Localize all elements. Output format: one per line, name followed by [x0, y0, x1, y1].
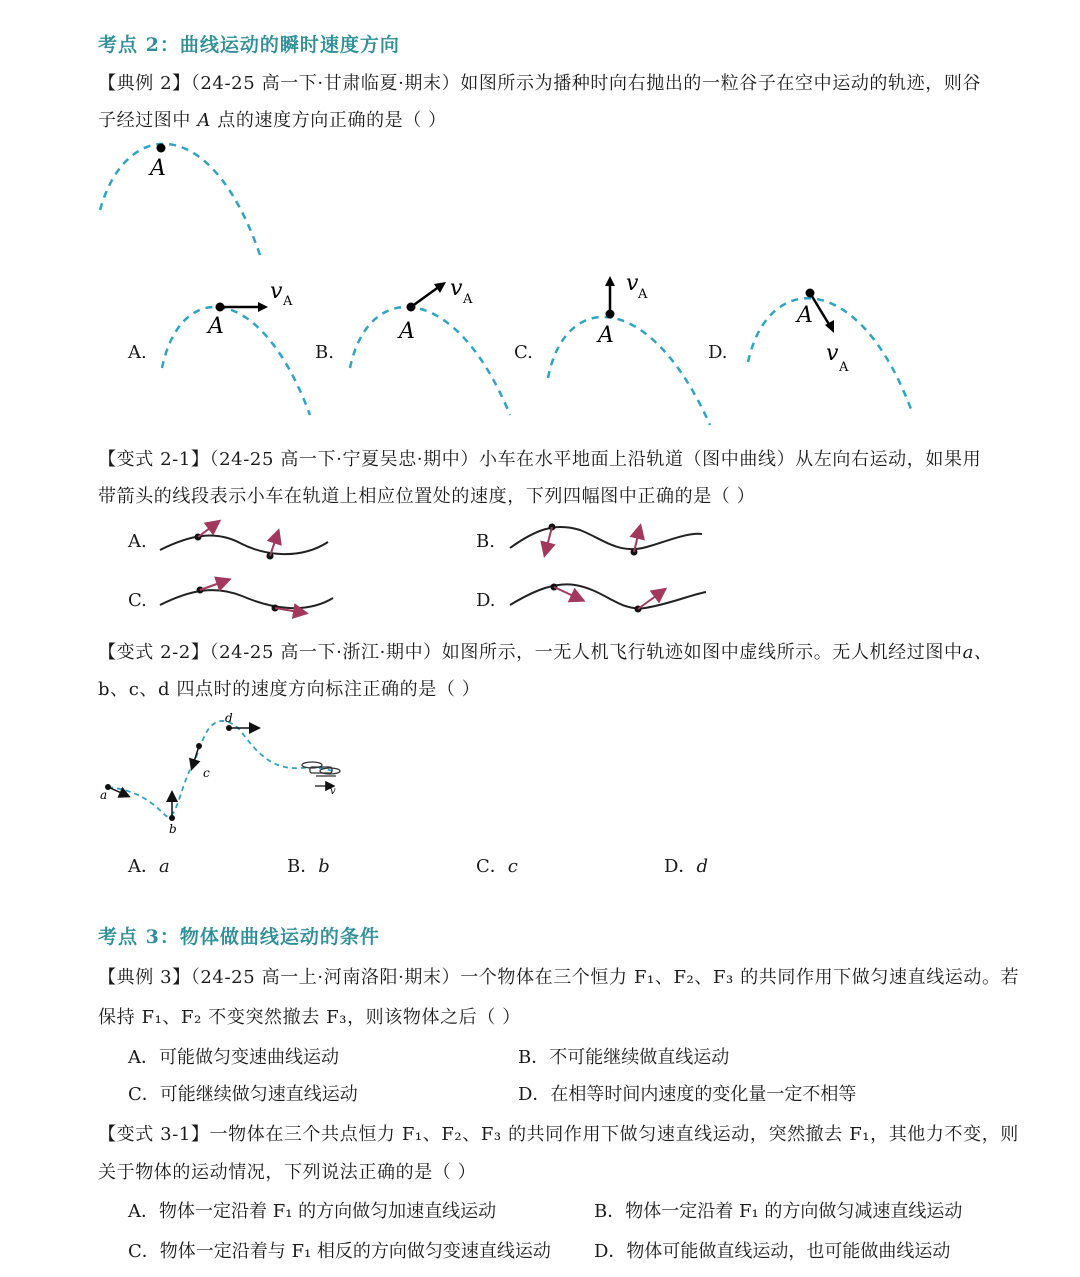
option-letter: A． [128, 856, 159, 877]
variant-2-2-option-B[interactable] [287, 852, 330, 878]
example-2-stem-line-1: （24-25 高一下·甘肃临夏·期末）如图所示为播种时向右抛出的一粒谷子在空中运动的轨迹，则谷 [190, 73, 982, 94]
optC-label-v: v [626, 271, 639, 296]
option-value: b [318, 856, 330, 877]
option-value: d [696, 856, 708, 877]
option-letter: C． [476, 856, 508, 877]
variant-2-1-option-A[interactable]: A. [128, 531, 147, 552]
variant-2-2-stem-1-end: a、 [962, 642, 993, 663]
example-2-stem-a: 子经过图中 [98, 110, 191, 131]
optB-label-v: v [450, 276, 463, 301]
variant-3-1-line-1 [98, 1120, 1019, 1146]
drone-label-a: a [100, 788, 108, 802]
optB-label-A: A [399, 319, 415, 344]
drone-label-c: c [203, 766, 210, 780]
optC-label-v-sub: A [638, 287, 648, 302]
variant-3-1-option-C[interactable]: C．物体一定沿着与 F₁ 相反的方向做匀变速直线运动 [128, 1241, 551, 1262]
optD-label-v: v [826, 341, 839, 366]
example-2-point: A [197, 110, 211, 131]
option-letter: D． [664, 856, 697, 877]
variant-2-2-option-A[interactable] [128, 852, 170, 878]
example-2-option-B[interactable]: B. [315, 342, 334, 363]
drone-label-b: b [169, 822, 177, 836]
variant-2-1-option-D[interactable]: D. [476, 590, 496, 611]
variant-2-1-tag: 【变式 2-1】 [98, 449, 210, 470]
main-label-A: A [150, 156, 166, 181]
optC-label-A: A [598, 323, 614, 348]
optD-label-v-sub: A [839, 360, 849, 375]
variant-2-2-option-C[interactable] [476, 852, 518, 878]
example-2-option-A[interactable]: A. [128, 342, 147, 363]
variant-3-1-option-B[interactable]: B．物体一定沿着 F₁ 的方向做匀减速直线运动 [594, 1201, 963, 1222]
variant-2-2-option-D[interactable] [664, 852, 708, 878]
optA-label-v-sub: A [283, 294, 293, 309]
variant-3-1-option-D[interactable]: D．物体可能做直线运动，也可能做曲线运动 [594, 1241, 951, 1262]
variant-2-1-line-2: 带箭头的线段表示小车在轨道上相应位置处的速度，下列四幅图中正确的是（ ） [98, 486, 756, 507]
variant-3-1-line-2: 关于物体的运动情况，下列说法正确的是（ ） [98, 1162, 477, 1183]
example-2-option-D[interactable]: D. [708, 342, 728, 363]
optB-label-v-sub: A [463, 292, 473, 307]
optA-label-A: A [208, 314, 224, 339]
variant-3-1-stem-1: 一物体在三个共点恒力 F₁、F₂、F₃ 的共同作用下做匀速直线运动，突然撤去 F₁，其他力不变，则 [209, 1124, 1019, 1145]
example-2-option-C[interactable]: C. [514, 342, 533, 363]
example-3-option-A[interactable]: A．可能做匀变速曲线运动 [128, 1047, 339, 1068]
option-letter: B． [287, 856, 319, 877]
section-2-heading: 考点 2：曲线运动的瞬时速度方向 [98, 34, 400, 56]
variant-2-2-line-2: b、c、d 四点时的速度方向标注正确的是（ ） [98, 679, 481, 700]
example-3-tag: 【典例 3】 [98, 967, 191, 988]
example-3-stem-1: （24-25 高一上·河南洛阳·期末）一个物体在三个恒力 F₁、F₂、F₃ 的共同作用下做匀速直线运动。若 [190, 967, 1020, 988]
example-2-tag: 【典例 2】 [98, 73, 191, 94]
example-3-line-2: 保持 F₁、F₂ 不变突然撤去 F₃，则该物体之后（ ） [98, 1007, 521, 1028]
variant-2-1-stem-1: （24-25 高一下·宁夏吴忠·期中）小车在水平地面上沿轨道（图中曲线）从左向右运动，如果用 [209, 449, 982, 470]
variant-2-1-option-C[interactable]: C. [128, 590, 147, 611]
example-2-stem-b: 点的速度方向正确的是（ ） [217, 110, 447, 131]
optA-label-v: v [270, 279, 283, 304]
optD-label-A: A [797, 303, 813, 328]
variant-3-1-option-A[interactable]: A．物体一定沿着 F₁ 的方向做匀加速直线运动 [128, 1201, 497, 1222]
drone-arrow-c [192, 746, 199, 768]
drone-label-d: d [225, 711, 233, 725]
variant-2-2-stem-1: （24-25 高一下·浙江·期中）如图所示，一无人机飞行轨迹如图中虚线所示。无人机经过图中 [209, 642, 963, 663]
option-value: c [507, 856, 518, 877]
example-3-option-D[interactable]: D．在相等时间内速度的变化量一定不相等 [518, 1084, 857, 1105]
example-3-option-C[interactable]: C．可能继续做匀速直线运动 [128, 1084, 358, 1105]
option-value: a [159, 856, 170, 877]
variant-3-1-tag: 【变式 3-1】 [98, 1124, 210, 1145]
variant-2-1-option-B[interactable]: B. [476, 531, 495, 552]
example-3-line-1 [98, 963, 1019, 989]
variant-2-2-tag: 【变式 2-2】 [98, 642, 210, 663]
drone-trajectory [108, 721, 335, 817]
drone-label-v: v [330, 786, 336, 797]
section-3-heading: 考点 3：物体做曲线运动的条件 [98, 926, 380, 948]
drone-icon [302, 762, 340, 776]
example-3-option-B[interactable]: B．不可能继续做直线运动 [518, 1047, 730, 1068]
